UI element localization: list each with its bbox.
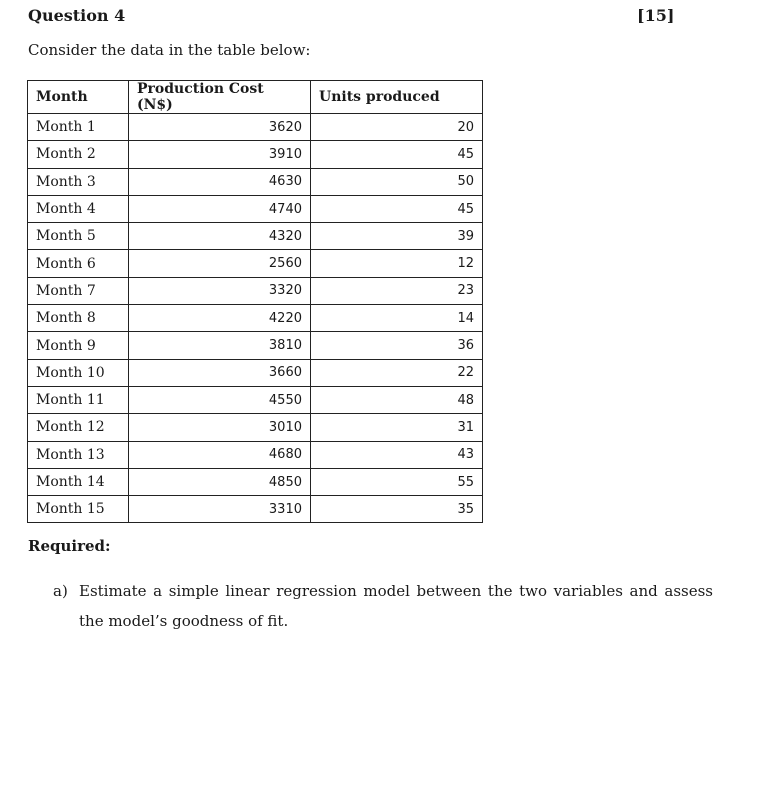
cell-production-cost: 4850 bbox=[129, 468, 311, 495]
cell-month: Month 12 bbox=[28, 414, 129, 441]
cell-production-cost: 4550 bbox=[129, 386, 311, 413]
table-row bbox=[28, 114, 483, 141]
cell-production-cost: 3910 bbox=[129, 141, 311, 168]
cell-month: Month 11 bbox=[28, 386, 129, 413]
item-text: Estimate a simple linear regression model between the two variables and assess the model’s goodness of fit. bbox=[79, 582, 713, 630]
table-row bbox=[28, 195, 483, 222]
table-row bbox=[28, 223, 483, 250]
cell-month: Month 8 bbox=[28, 305, 129, 332]
cell-units-produced: 50 bbox=[311, 168, 483, 195]
table-row bbox=[28, 441, 483, 468]
table-row bbox=[28, 168, 483, 195]
table-row bbox=[28, 496, 483, 523]
table-row bbox=[28, 277, 483, 304]
cell-units-produced: 55 bbox=[311, 468, 483, 495]
cell-production-cost: 3620 bbox=[129, 114, 311, 141]
required-heading: Required: bbox=[28, 537, 111, 555]
required-item-a bbox=[53, 576, 713, 636]
table-row bbox=[28, 250, 483, 277]
cell-production-cost: 4680 bbox=[129, 441, 311, 468]
cell-month: Month 1 bbox=[28, 114, 129, 141]
table-row bbox=[28, 332, 483, 359]
cell-month: Month 6 bbox=[28, 250, 129, 277]
cell-month: Month 5 bbox=[28, 223, 129, 250]
cell-units-produced: 31 bbox=[311, 414, 483, 441]
item-label: a) bbox=[53, 582, 68, 600]
header-units-produced: Units produced bbox=[311, 81, 483, 114]
cell-production-cost: 3660 bbox=[129, 359, 311, 386]
cell-production-cost: 4320 bbox=[129, 223, 311, 250]
cell-month: Month 4 bbox=[28, 195, 129, 222]
cell-units-produced: 45 bbox=[311, 195, 483, 222]
cell-production-cost: 3810 bbox=[129, 332, 311, 359]
data-table bbox=[27, 80, 483, 523]
cell-units-produced: 43 bbox=[311, 441, 483, 468]
cell-units-produced: 23 bbox=[311, 277, 483, 304]
cell-units-produced: 39 bbox=[311, 223, 483, 250]
cell-production-cost: 4220 bbox=[129, 305, 311, 332]
table-row bbox=[28, 305, 483, 332]
table-row bbox=[28, 359, 483, 386]
header-production-cost: Production Cost (N$) bbox=[129, 81, 311, 114]
question-marks: [15] bbox=[637, 6, 675, 25]
table-row bbox=[28, 141, 483, 168]
cell-units-produced: 14 bbox=[311, 305, 483, 332]
cell-units-produced: 12 bbox=[311, 250, 483, 277]
table-header-row bbox=[28, 81, 483, 114]
cell-month: Month 3 bbox=[28, 168, 129, 195]
cell-month: Month 10 bbox=[28, 359, 129, 386]
intro-text: Consider the data in the table below: bbox=[28, 41, 311, 59]
cell-month: Month 9 bbox=[28, 332, 129, 359]
cell-units-produced: 45 bbox=[311, 141, 483, 168]
cell-production-cost: 3320 bbox=[129, 277, 311, 304]
cell-month: Month 2 bbox=[28, 141, 129, 168]
table-row bbox=[28, 386, 483, 413]
cell-production-cost: 3310 bbox=[129, 496, 311, 523]
cell-production-cost: 4740 bbox=[129, 195, 311, 222]
question-title: Question 4 bbox=[28, 6, 126, 25]
cell-production-cost: 2560 bbox=[129, 250, 311, 277]
table-row bbox=[28, 468, 483, 495]
cell-units-produced: 20 bbox=[311, 114, 483, 141]
table-row bbox=[28, 414, 483, 441]
cell-units-produced: 36 bbox=[311, 332, 483, 359]
cell-units-produced: 35 bbox=[311, 496, 483, 523]
cell-units-produced: 22 bbox=[311, 359, 483, 386]
cell-production-cost: 3010 bbox=[129, 414, 311, 441]
header-month: Month bbox=[28, 81, 129, 114]
cell-month: Month 7 bbox=[28, 277, 129, 304]
cell-month: Month 13 bbox=[28, 441, 129, 468]
cell-production-cost: 4630 bbox=[129, 168, 311, 195]
cell-units-produced: 48 bbox=[311, 386, 483, 413]
cell-month: Month 15 bbox=[28, 496, 129, 523]
cell-month: Month 14 bbox=[28, 468, 129, 495]
